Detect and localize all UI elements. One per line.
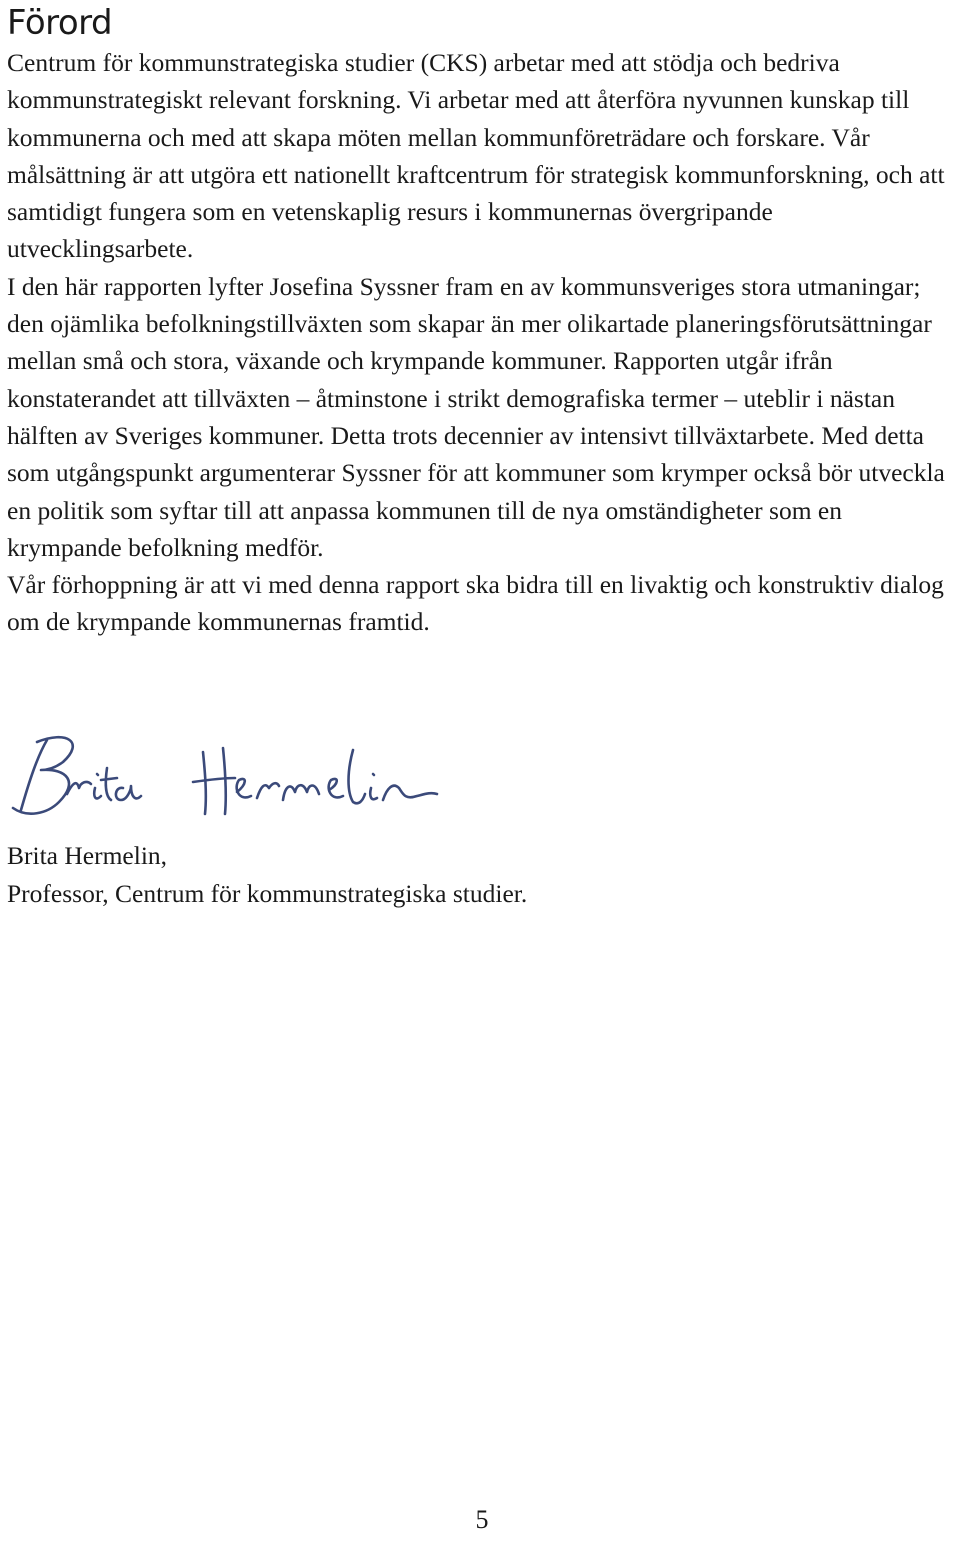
- page-number: 5: [475, 1505, 489, 1534]
- document-page: [7, 0, 957, 1545]
- signer-block: [7, 837, 527, 913]
- handwritten-signature: [7, 722, 447, 832]
- body-text: [7, 44, 957, 641]
- page-heading: Förord: [7, 3, 113, 43]
- paragraph-hope: Vår förhoppning är att vi med denna rapport ska bidra till en livaktig och konstruktiv dialog om de krympande kommunernas framtid.: [7, 570, 944, 637]
- signer-title: Professor, Centrum för kommunstrategiska studier.: [7, 879, 528, 908]
- paragraph-report: I den här rapporten lyfter Josefina Syssner fram en av kommunsveriges stora utmaningar; den ojämlika befolkningstillväxten som skapar än mer olikartade planeringsförutsättningar mellan små och stora, växande och krympande kommuner. Rapporten utgår ifrån konstaterandet att tillväxten – åtminstone i strikt demografiska termer – uteblir i nästan hälften av Sveriges kommuner. Detta trots decennier av intensivt tillväxtarbete. Med detta som utgångspunkt argumenterar Syssner för att kommuner som krymper också bör utveckla en politik som syftar till att anpassa kommunen till de nya omständigheter som en krympande befolkning medför.: [7, 271, 945, 562]
- signer-name: Brita Hermelin,: [7, 841, 168, 870]
- paragraph-intro: Centrum för kommunstrategiska studier (CKS) arbetar med att stödja och bedriva kommunstrategiskt relevant forskning. Vi arbetar med att återföra nyvunnen kunskap till kommunerna och med att skapa möten mellan kommunföreträdare och forskare. Vår målsättning är att utgöra ett nationellt kraftcentrum för strategisk kommunforskning, och att samtidigt fungera som en vetenskaplig resurs i kommunernas övergripande utvecklingsarbete.: [7, 48, 945, 264]
